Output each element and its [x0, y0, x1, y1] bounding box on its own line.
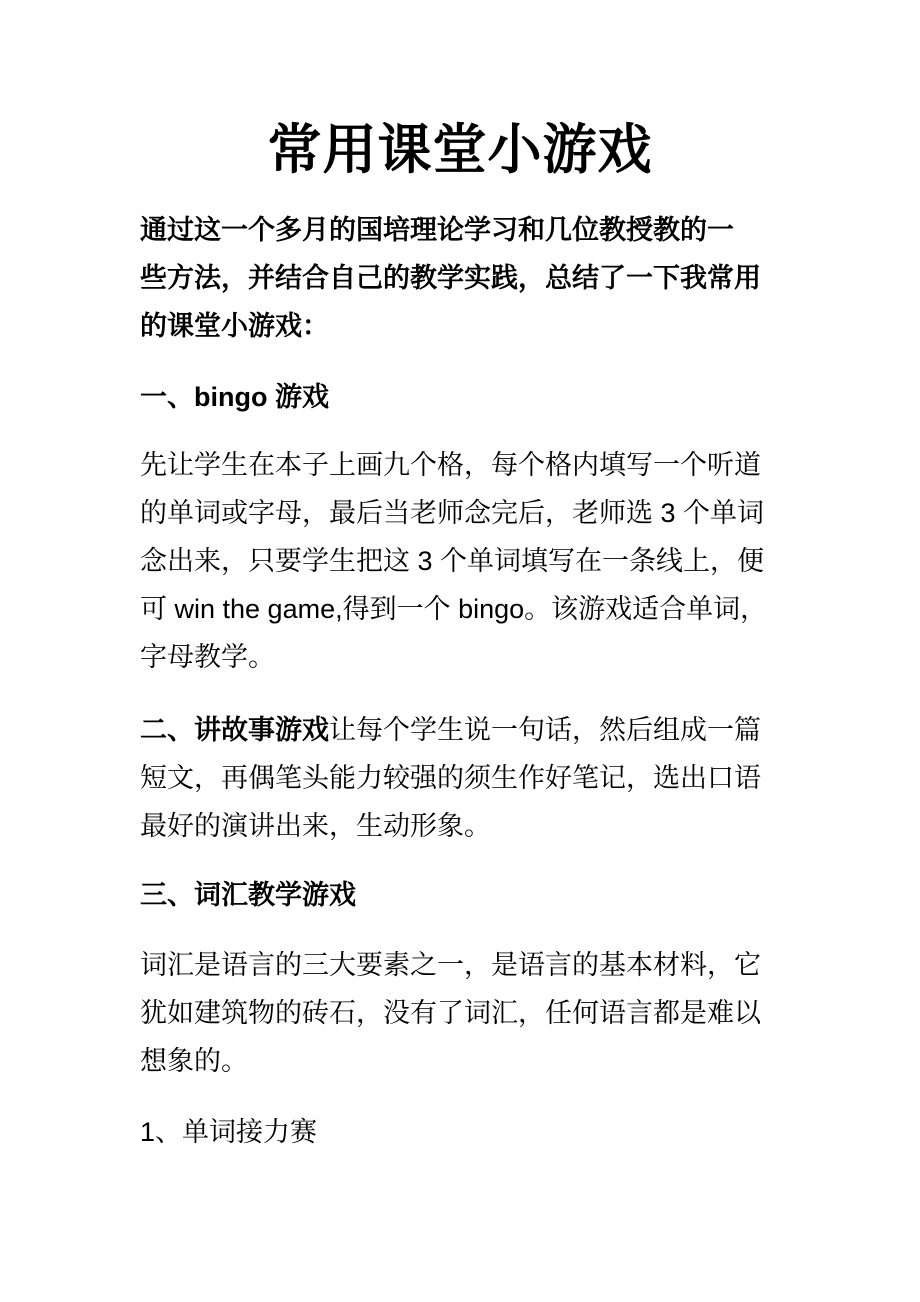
text-line: 通过这一个多月的国培理论学习和几位教授教的一 [140, 215, 734, 245]
text-line: 可 win the game,得到一个 bingo。该游戏适合单词， [140, 594, 768, 624]
section3-heading: 三、词汇教学游戏 [140, 880, 356, 910]
section2-paragraph [140, 706, 800, 850]
list-item-1: 1、单词接力赛 [140, 1117, 318, 1147]
text-line: 的单词或字母，最后当老师念完后，老师选 3 个单词 [140, 498, 765, 528]
document-title: 常用课堂小游戏 [267, 120, 653, 180]
text-line: 的课堂小游戏： [140, 311, 329, 341]
text-line [140, 706, 800, 754]
section2-heading: 二、讲故事游戏 [140, 715, 329, 745]
section1-paragraph [140, 441, 800, 681]
text-line: 字母教学。 [140, 642, 275, 672]
text-line: 词汇是语言的三大要素之一，是语言的基本材料，它 [140, 950, 761, 980]
text-line: 最好的演讲出来，生动形象。 [140, 811, 491, 841]
intro-paragraph [140, 206, 800, 350]
section3-paragraph [140, 941, 800, 1085]
section1-heading: 一、bingo 游戏 [140, 382, 329, 412]
text-line: 先让学生在本子上画九个格，每个格内填写一个听道 [140, 450, 761, 480]
text-line: 短文，再偶笔头能力较强的须生作好笔记，选出口语 [140, 763, 761, 793]
text-line: 念出来，只要学生把这 3 个单词填写在一条线上，便 [140, 546, 765, 576]
text-line: 想象的。 [140, 1046, 248, 1076]
text-line: 犹如建筑物的砖石，没有了词汇，任何语言都是难以 [140, 998, 761, 1028]
text-span: 让每个学生说一句话，然后组成一篇 [329, 715, 761, 745]
text-line: 些方法，并结合自己的教学实践，总结了一下我常用 [140, 263, 761, 293]
